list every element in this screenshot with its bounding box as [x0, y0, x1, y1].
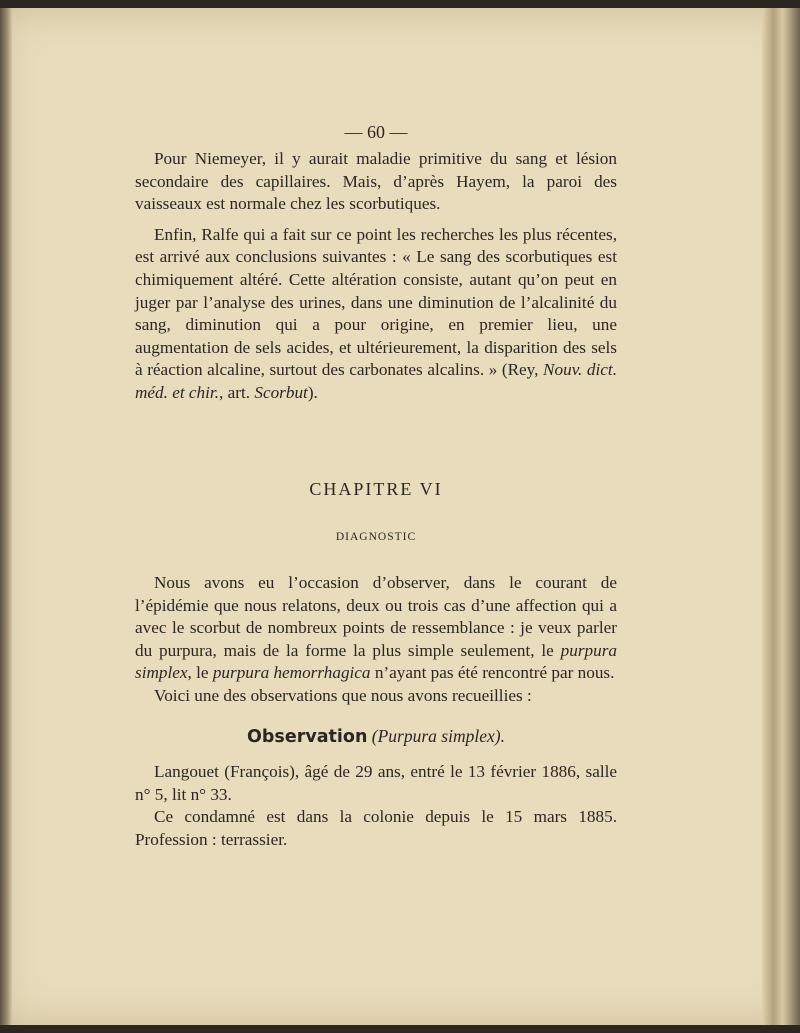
chapter-title: CHAPITRE VI [309, 479, 443, 499]
paragraph-ralfe-text: Enfin, Ralfe qui a fait sur ce point les recherches les plus récentes, est arrivé aux conclusions suivantes : « Le sang des scorbutiques est chimiquement altéré. Cette altération consiste, autant qu’on peut en juger par l’analyse des urines, dans une diminution de l’alcalinité du sang, diminution qui a pour origine, en premier lieu, une augmentation de sels acides, et ultérieurement, la disparition des sels à réaction alcaline, surtout des carbonates alcalins. » (Rey, [135, 224, 617, 380]
paragraph-purpura-text: Nous avons eu l’occasion d’observer, dans le courant de l’épidémie que nous relatons, deux ou trois cas d’une affection qui a avec le scorbut de nombreux points de ressemblance : je veux parler du purpura, mais de la forme la plus simple seulement, le [135, 573, 617, 660]
paragraph-purpura-sep: , le [187, 663, 213, 683]
page-edges [762, 8, 800, 1025]
term-purpura-hemorrhagica: purpura hemorrhagica [212, 663, 371, 683]
paragraph-langouet: Langouet (François), âgé de 29 ans, entré le 13 février 1886, salle n° 5, lit n° 33. [135, 762, 617, 804]
paragraph-ralfe [135, 224, 617, 405]
book-binding [0, 8, 12, 1025]
body-text-observation [135, 761, 617, 851]
citation-title: Nouv. dict. méd. et chir. [135, 360, 617, 402]
citation-sep: , art. [219, 382, 255, 402]
paragraph-condamne: Ce condamné est dans la colonie depuis le 15 mars 1885. Profession : terrassier. [135, 807, 617, 849]
paragraph-niemeyer: Pour Niemeyer, il y aurait maladie primitive du sang et lésion secondaire des capillaires. Mais, d’après Hayem, la paroi des vaisseaux est normale chez les scorbutiques. [135, 149, 617, 214]
term-purpura-simplex: purpura simplex [135, 640, 617, 683]
paragraph-voici: Voici une des observations que nous avons recueillies : [154, 685, 532, 705]
body-text-top [135, 148, 617, 405]
observation-heading [135, 726, 617, 747]
page-number: — 60 — [344, 122, 408, 142]
citation-end: ). [307, 382, 318, 402]
citation-article: Scorbut [254, 382, 308, 402]
observation-subtitle: (Purpura simplex). [371, 726, 505, 746]
chapter-subtitle: DIAGNOSTIC [335, 531, 417, 543]
observation-title: Observation [247, 727, 368, 747]
paragraph-purpura [135, 572, 617, 685]
paragraph-purpura-end: n’ayant pas été rencontré par nous. [370, 663, 615, 683]
body-text-diagnostic [135, 572, 617, 708]
